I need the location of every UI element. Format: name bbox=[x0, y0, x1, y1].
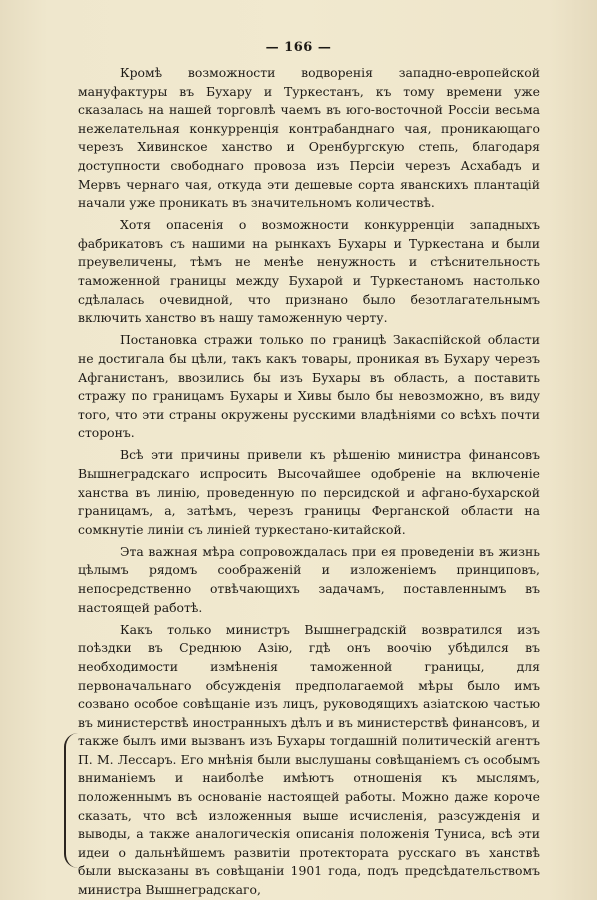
paragraph-6: Какъ только министръ Вышнеградскій возвратился изъ поѣздки въ Среднюю Азію, гдѣ онъ воочію убѣдился въ необходимости измѣненія таможенной границы, для первоначальнаго обсужденія предполагаемой мѣры было имъ созвано особое совѣщаніе изъ лицъ, руководящихъ азіатскою частью въ министерствѣ иностранныхъ дѣлъ и въ министерствѣ финансовъ, и также былъ ими вызванъ изъ Бухары тогдашній политическій агентъ П. М. Лессаръ. Его мнѣнія были выслушаны совѣщаніемъ съ особымъ вниманіемъ и наиболѣе имѣютъ отношенія къ мыслямъ, положеннымъ въ основаніе настоящей работы. Можно даже короче сказать, что всѣ изложенныя выше исчисленія, разсужденія и выводы, а также аналогическія описанія положенія Туниса, всѣ эти идеи о дальнѣйшемъ развитіи протектората русскаго въ ханствѣ были высказаны въ совѣщаніи 1901 года, подъ предсѣдательствомъ министра Вышнеградскаго, bbox=[78, 621, 540, 898]
paragraph-5: Эта важная мѣра сопровождалась при ея проведеніи въ жизнь цѣлымъ рядомъ соображеній и изложеніемъ принциповъ, непосредственно отвѣчающихъ задачамъ, поставленнымъ въ настоящей работѣ. bbox=[78, 543, 540, 615]
body-text bbox=[78, 64, 540, 900]
page-number: — 166 — bbox=[265, 40, 332, 55]
paragraph-3: Постановка стражи только по границѣ Закаспійской области не достигала бы цѣли, такъ какъ товары, проникая въ Бухару черезъ Афганистанъ, ввозились бы изъ Бухары въ область, а поставить стражу по границамъ Бухары и Хивы было бы невозможно, въ виду того, что эти страны окружены русскими владѣніями со всѣхъ почти сторонъ. bbox=[78, 332, 540, 441]
paragraph-1: Кромѣ возможности водворенія западно-европейской мануфактуры въ Бухару и Туркестанъ, къ тому времени уже сказалась на нашей торговлѣ чаемъ въ юго-восточной Россіи весьма нежелательная конкурренція контрабанднаго чая, проникающаго черезъ Хивинское ханство и Оренбургскую степь, благодаря доступности свободнаго провоза изъ Персіи черезъ Асхабадъ и Мервъ чернаго чая, откуда эти дешевые сорта яванскихъ плантацій начали уже проникать въ значительномъ количествѣ. bbox=[78, 65, 540, 211]
margin-bracket-mark bbox=[64, 733, 78, 868]
paragraph-2: Хотя опасенія о возможности конкурренціи западныхъ фабрикатовъ съ нашими на рынкахъ Бухары и Туркестана и были преувеличены, тѣмъ не менѣе ненужность и стѣснительность таможенной границы между Бухарой и Туркестаномъ настолько сдѣлалась очевидной, что признано было безотлагательнымъ включить ханство въ нашу таможенную черту. bbox=[78, 217, 540, 326]
paragraph-4: Всѣ эти причины привели къ рѣшенію министра финансовъ Вышнеградскаго испросить Высочайшее одобреніе на включеніе ханства въ линію, проведенную по персидской и афгано-бухарской границамъ, а, затѣмъ, черезъ границы Ферганской области на сомкнутіе линіи съ линіей туркестано-китайской. bbox=[78, 447, 540, 537]
